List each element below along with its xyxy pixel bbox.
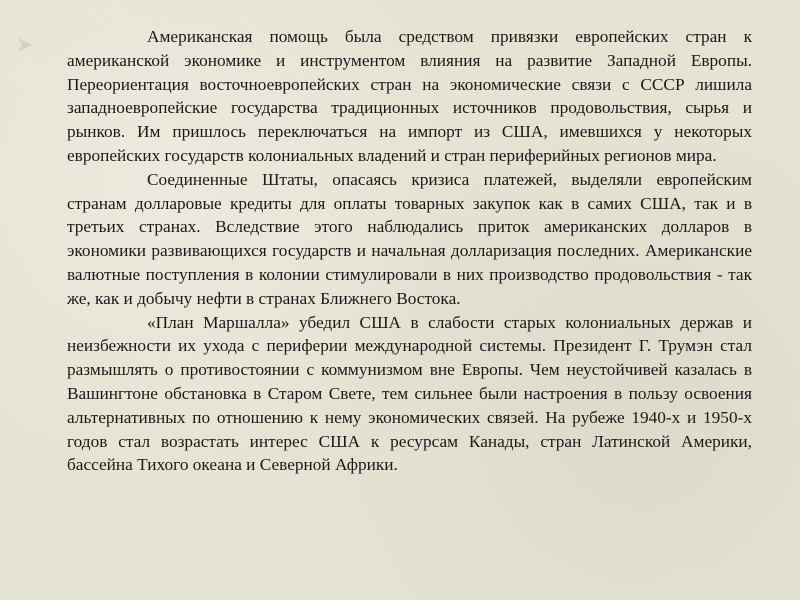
paragraph-3: «План Маршалла» убедил США в слабости старых колониальных держав и неизбежности их ухода с периферии международной системы. Президент Г. Трумэн стал размышлять о противостоянии с коммунизмом вне Европы. Чем неустойчивей казалась в Вашингтоне обстановка в Старом Свете, тем сильнее были настроения в пользу освоения альтернативных по отношению к нему экономических связей. На рубеже 1940-х и 1950-х годов стал возрастать интерес США к ресурсам Канады, стран Латинской Америки, бассейна Тихого океана и Северной Африки.	[67, 312, 752, 475]
paragraph-1: Американская помощь была средством привязки европейских стран к американской экономике и инструментом влияния на развитие Западной Европы. Переориентация восточноевропейских стран на экономические связи с СССР лишила западноевропейские государства традиционных источников продовольствия, сырья и рынков. Им пришлось переключаться на импорт из США, имевшихся у некоторых европейских государств колониальных владений и стран периферийных регионов мира.	[67, 27, 752, 165]
paragraph-2: Соединенные Штаты, опасаясь кризиса платежей, выделяли европейским странам долларовые кредиты для оплаты товарных закупок как в самих США, так и в третьих странах. Вследствие этого наблюдались приток американских долларов в экономики развивающихся государств и начальная долларизация последних. Американские валютные поступления в колонии стимулировали в них производство продовольствия - так же, как и добычу нефти в странах Ближнего Востока.	[67, 169, 752, 308]
text-body	[67, 25, 752, 477]
arrow-bullet-icon	[18, 38, 32, 52]
